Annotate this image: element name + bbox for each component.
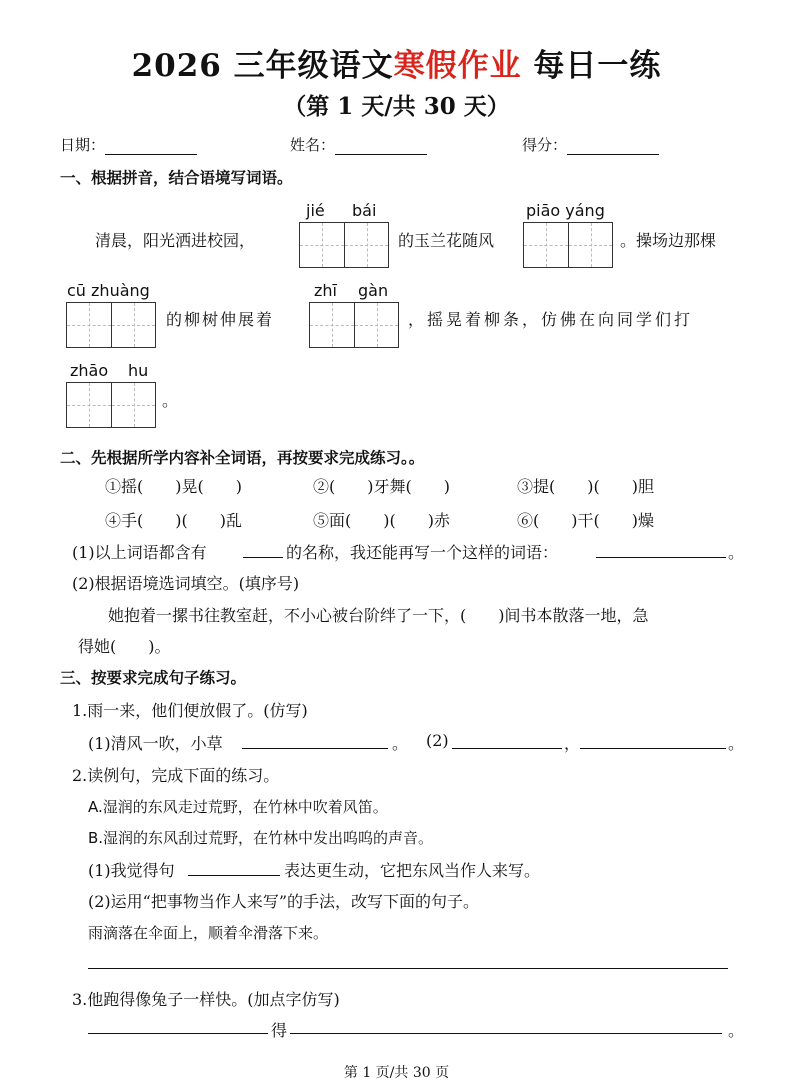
- grid-cell[interactable]: [568, 223, 612, 267]
- answer-grid-zhigan[interactable]: [309, 302, 399, 348]
- score-blank[interactable]: [567, 140, 659, 155]
- section3-heading: 三、按要求完成句子练习。: [60, 668, 247, 687]
- s3-item1-a: (1)清风一吹，小草: [88, 734, 223, 753]
- s3-item1-blank3[interactable]: [580, 748, 726, 749]
- s3-item2-q1a: (1)我觉得句: [88, 861, 175, 880]
- name-blank[interactable]: [335, 140, 427, 155]
- pinyin-piaoyang: piāo yáng: [526, 201, 605, 220]
- idiom-1: ①摇( )晃( ): [105, 477, 242, 496]
- s3-item2-q1-blank[interactable]: [188, 875, 280, 876]
- grid-cell[interactable]: [300, 223, 344, 267]
- s3-item1: 1.雨一来，他们便放假了。(仿写): [72, 701, 308, 720]
- pinyin-gan: gàn: [358, 281, 389, 300]
- s3-item1-dot: 。: [392, 734, 409, 753]
- page-subtitle: （第 1 天/共 30 天）: [283, 93, 510, 120]
- answer-grid-piaoyang[interactable]: [523, 222, 613, 268]
- s3-item1-comma: ，: [564, 734, 581, 753]
- s3-item1-blank2[interactable]: [452, 748, 562, 749]
- s1-text-f: 。: [162, 391, 179, 410]
- name-label: 姓名：: [290, 136, 336, 154]
- section1-heading: 一、根据拼音，结合语境写词语。: [60, 168, 293, 187]
- date-field: [60, 134, 197, 155]
- title-suffix: 每日一练: [521, 48, 662, 84]
- s3-item2-A: A.湿润的东风走过荒野，在竹林中吹着风笛。: [88, 798, 388, 816]
- grid-cell[interactable]: [111, 303, 155, 347]
- pinyin-hu: hu: [128, 361, 149, 380]
- score-field: [522, 134, 659, 155]
- title-highlight: 寒假作业: [393, 48, 522, 84]
- idiom-3: ③提( )( )胆: [517, 477, 654, 496]
- s3-item3-end: 。: [728, 1021, 745, 1040]
- idiom-2: ②( )牙舞( ): [313, 477, 450, 496]
- idiom-6: ⑥( )干( )燥: [517, 511, 654, 530]
- answer-grid-cuzhuang[interactable]: [66, 302, 156, 348]
- name-field: [290, 134, 427, 155]
- s1-text-b: 的玉兰花随风: [398, 231, 495, 250]
- page-title: [0, 40, 793, 85]
- s2-q1-blank1[interactable]: [243, 557, 283, 558]
- grid-cell[interactable]: [67, 383, 111, 427]
- grid-cell[interactable]: [344, 223, 388, 267]
- pinyin-jie: jié: [306, 201, 325, 220]
- grid-cell[interactable]: [354, 303, 398, 347]
- s3-item2: 2.读例句，完成下面的练习。: [72, 766, 280, 785]
- title-prefix: 2026 三年级语文: [131, 48, 394, 84]
- pinyin-cuzhuang: cū zhuàng: [67, 281, 150, 300]
- answer-grid-jiebai[interactable]: [299, 222, 389, 268]
- score-label: 得分：: [522, 136, 568, 154]
- s3-item2-B: B.湿润的东风刮过荒野，在竹林中发出呜呜的声音。: [88, 829, 434, 847]
- date-blank[interactable]: [105, 140, 197, 155]
- idiom-4: ④手( )( )乱: [105, 511, 242, 530]
- s3-item2-sentence: 雨滴落在伞面上，顺着伞滑落下来。: [88, 924, 329, 942]
- s3-item1-end: 。: [728, 734, 745, 753]
- s3-item3: 3.他跑得像兔子一样快。(加点字仿写): [72, 990, 340, 1009]
- pinyin-zhao: zhāo: [70, 361, 109, 380]
- s3-item2-q2: (2)运用“把事物当作人来写”的手法，改写下面的句子。: [88, 892, 480, 911]
- s3-item3-blank1[interactable]: [88, 1033, 268, 1034]
- s3-item3-blank2[interactable]: [290, 1033, 722, 1034]
- s1-text-c: 。操场边那棵: [620, 231, 717, 250]
- s1-text-a: 清晨，阳光洒进校园，: [95, 231, 256, 250]
- s2-q1-a: (1)以上词语都含有: [72, 543, 207, 562]
- s3-item3-de: 得: [271, 1021, 288, 1040]
- answer-grid-zhaohu[interactable]: [66, 382, 156, 428]
- page-footer: 第 1 页/共 30 页: [343, 1065, 450, 1081]
- grid-cell[interactable]: [524, 223, 568, 267]
- s3-item1-b: (2): [426, 731, 449, 750]
- s2-q1-blank2[interactable]: [596, 557, 726, 558]
- grid-cell[interactable]: [310, 303, 354, 347]
- s3-item1-blank1[interactable]: [242, 748, 388, 749]
- s3-item2-q1b: 表达更生动，它把东风当作人来写。: [284, 861, 541, 880]
- pinyin-zhi: zhī: [314, 281, 337, 300]
- idiom-5: ⑤面( )( )赤: [313, 511, 450, 530]
- grid-cell[interactable]: [67, 303, 111, 347]
- pinyin-bai: bái: [352, 201, 377, 220]
- s2-q1-end: 。: [728, 543, 745, 562]
- s3-item2-answer-line[interactable]: [88, 968, 728, 969]
- s1-text-d: 的柳树伸展着: [166, 310, 275, 329]
- date-label: 日期：: [60, 136, 106, 154]
- s2-q2-para2: 得她( )。: [78, 637, 171, 656]
- s2-q2: (2)根据语境选词填空。(填序号): [72, 574, 300, 593]
- s1-text-e: ，摇晃着柳条，仿佛在向同学们打: [408, 310, 694, 329]
- s2-q1-b: 的名称，我还能再写一个这样的词语：: [286, 543, 559, 562]
- s2-q2-para1: 她抱着一摞书往教室赶，不小心被台阶绊了一下，( )间书本散落一地，急: [108, 606, 649, 625]
- grid-cell[interactable]: [111, 383, 155, 427]
- section2-heading: 二、先根据所学内容补全词语，再按要求完成练习。。: [60, 448, 425, 467]
